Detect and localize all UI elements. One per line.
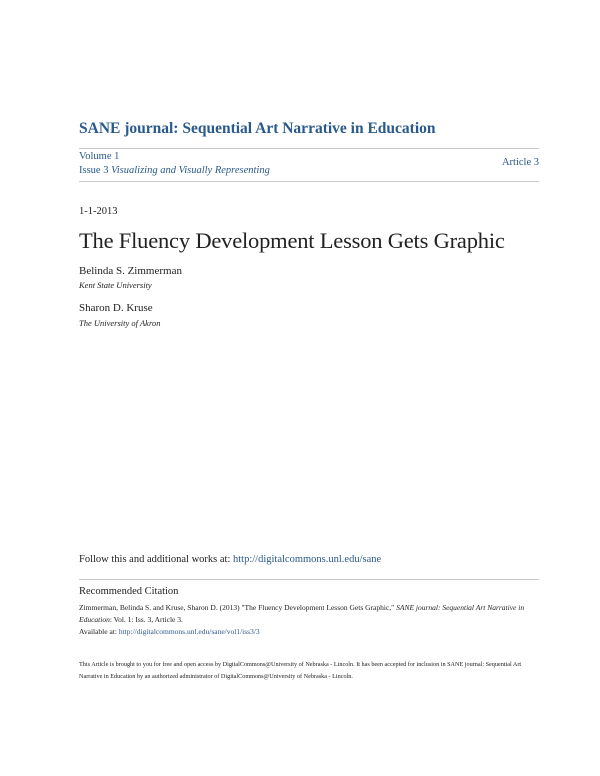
article-number-link[interactable]: Article 3: [501, 157, 539, 168]
author-name: Belinda S. Zimmerman: [79, 265, 182, 277]
citation-journal: SANE journal: Sequential Art Narrative in Education: [79, 603, 525, 624]
citation-available-label: Available at:: [79, 627, 119, 636]
issue-link[interactable]: [79, 165, 270, 176]
author-affiliation: The University of Akron: [79, 318, 161, 328]
follow-line: [79, 554, 381, 565]
divider-top: [79, 148, 539, 149]
divider-bottom: [79, 579, 539, 580]
citation-authors-title: Zimmerman, Belinda S. and Kruse, Sharon D. (2013) "The Fluency Development Lesson Gets Graphic,": [79, 603, 397, 612]
citation-text: [79, 602, 539, 638]
divider-middle: [79, 181, 539, 182]
citation-link[interactable]: http://digitalcommons.unl.edu/sane/vol1/iss3/3: [118, 627, 260, 636]
recommended-citation-heading: Recommended Citation: [79, 586, 179, 597]
citation-volume-issue: : Vol. 1: Iss. 3, Article 3.: [109, 615, 183, 624]
author-name: Sharon D. Kruse: [79, 302, 153, 314]
article-title: The Fluency Development Lesson Gets Graphic: [79, 228, 505, 253]
access-note: This Article is brought to you for free and open access by DigitalCommons@University of Nebraska - Lincoln. It has been accepted for inclusion in SANE journal: Sequential Art Narrative in Education by an authorized administrator of DigitalCommons@University of Nebraska - Lincoln.: [79, 661, 522, 680]
issue-number: Issue 3: [79, 165, 109, 176]
follow-link[interactable]: http://digitalcommons.unl.edu/sane: [233, 554, 382, 565]
journal-title-link[interactable]: SANE journal: Sequential Art Narrative in Education: [79, 120, 436, 137]
follow-text: Follow this and additional works at:: [79, 554, 233, 565]
publication-date: 1-1-2013: [79, 206, 118, 217]
issue-title: Visualizing and Visually Representing: [111, 165, 270, 176]
author-affiliation: Kent State University: [79, 280, 152, 290]
volume-link[interactable]: Volume 1: [79, 151, 120, 162]
